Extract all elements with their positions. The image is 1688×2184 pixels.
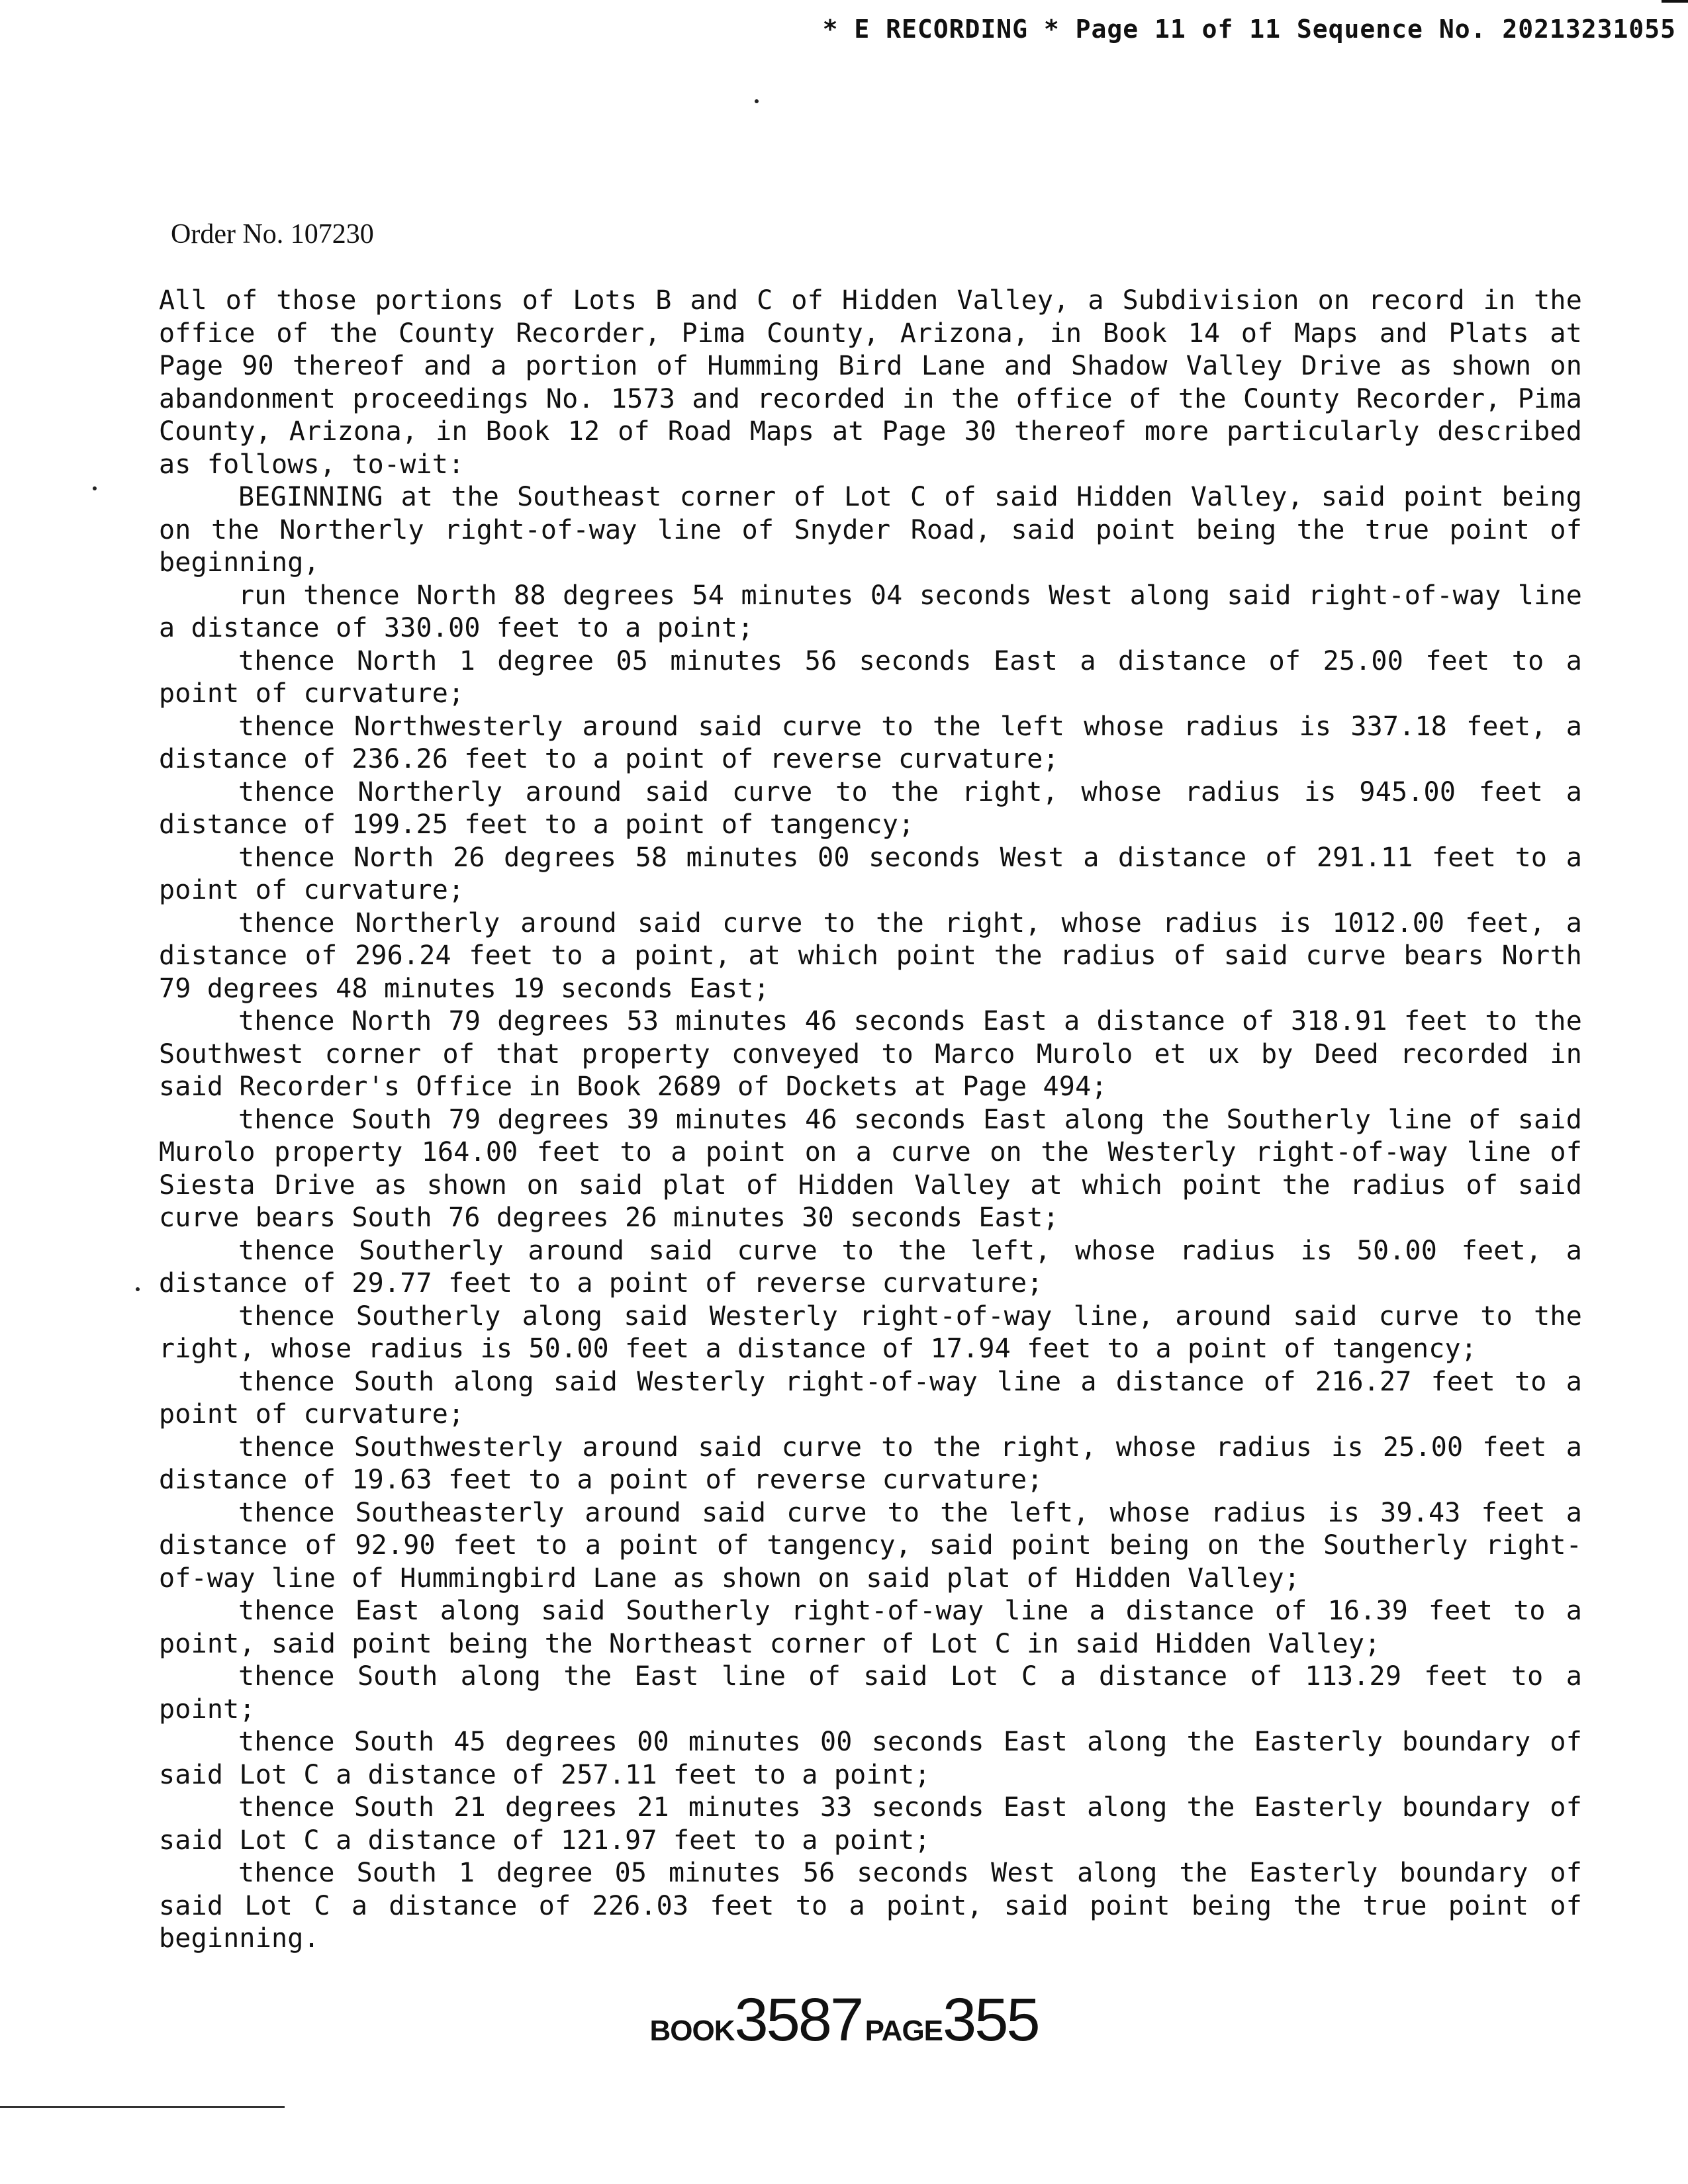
bottom-rule — [0, 2106, 285, 2108]
course-paragraph: thence South 21 degrees 21 minutes 33 seconds East along the Easterly boundary of said Lot C a distance of 121.97 feet to a point; — [159, 1792, 1582, 1856]
course-paragraph: thence South 45 degrees 00 minutes 00 seconds East along the Easterly boundary of said Lot C a distance of 257.11 feet to a point; — [159, 1727, 1582, 1790]
book-label: BOOK — [649, 2015, 735, 2047]
course-paragraph: thence Southerly around said curve to the left, whose radius is 50.00 feet, a distance of 29.77 feet to a point of reverse curvature; — [159, 1235, 1582, 1298]
scan-speck — [136, 1287, 140, 1291]
order-number: Order No. 107230 — [171, 219, 374, 250]
page-number: 355 — [943, 1986, 1039, 2054]
course-paragraph: thence North 1 degree 05 minutes 56 seconds East a distance of 25.00 feet to a point of curvature; — [159, 645, 1582, 709]
scan-speck — [93, 486, 97, 490]
legal-description — [159, 285, 1582, 1956]
intro-paragraph: All of those portions of Lots B and C of Hidden Valley, a Subdivision on record in the office of the County Recorder, Pima County, Arizona, in Book 14 of Maps and Plats at Page 90 thereof and a portion of Humming Bird Lane and Shadow Valley Drive as shown on abandonment proceedings No. 1573 and recorded in the office of the County Recorder, Pima County, Arizona, in Book 12 of Road Maps at Page 30 thereof more particularly described as follows, to-wit: — [159, 285, 1582, 480]
course-paragraph: thence South 1 degree 05 minutes 56 seconds West along the Easterly boundary of said Lot C a distance of 226.03 feet to a point, said point being the true point of beginning. — [159, 1858, 1582, 1954]
course-paragraph: thence Southeasterly around said curve to the left, whose radius is 39.43 feet a distance of 92.90 feet to a point of tangency, said point being on the Southerly right-of-way line of Hummingbird Lane as shown on said plat of Hidden Valley; — [159, 1497, 1582, 1594]
course-paragraph: thence Northerly around said curve to the right, whose radius is 1012.00 feet, a distance of 296.24 feet to a point, at which point the radius of said curve bears North 79 degrees 48 minutes 19 seconds East; — [159, 907, 1582, 1004]
book-page-stamp — [0, 1985, 1688, 2055]
course-paragraph: thence South 79 degrees 39 minutes 46 seconds East along the Southerly line of said Murolo property 164.00 feet to a point on a curve on the Westerly right-of-way line of Siesta Drive as shown on said plat of Hidden Valley at which point the radius of said curve bears South 76 degrees 26 minutes 30 seconds East; — [159, 1104, 1582, 1233]
course-paragraph: run thence North 88 degrees 54 minutes 04 seconds West along said right-of-way line a distance of 330.00 feet to a point; — [159, 580, 1582, 643]
corner-mark — [1662, 0, 1688, 3]
course-paragraph: thence Southerly along said Westerly right-of-way line, around said curve to the right, whose radius is 50.00 feet a distance of 17.94 feet to a point of tangency; — [159, 1300, 1582, 1364]
course-paragraph: thence Southwesterly around said curve to the right, whose radius is 25.00 feet a distance of 19.63 feet to a point of reverse curvature; — [159, 1432, 1582, 1495]
course-paragraph: thence East along said Southerly right-of-way line a distance of 16.39 feet to a point, said point being the Northeast corner of Lot C in said Hidden Valley; — [159, 1596, 1582, 1659]
page-label: PAGE — [865, 2015, 943, 2047]
course-paragraph: thence South along said Westerly right-of-way line a distance of 216.27 feet to a point of curvature; — [159, 1366, 1582, 1430]
scan-speck — [755, 99, 759, 103]
course-paragraph: thence Northerly around said curve to the right, whose radius is 945.00 feet a distance of 199.25 feet to a point of tangency; — [159, 776, 1582, 840]
course-paragraph: BEGINNING at the Southeast corner of Lot C of said Hidden Valley, said point being on the Northerly right-of-way line of Snyder Road, said point being the true point of beginning, — [159, 482, 1582, 578]
course-paragraph: thence Northwesterly around said curve to the left whose radius is 337.18 feet, a distance of 236.26 feet to a point of reverse curvature; — [159, 711, 1582, 774]
book-number: 3587 — [734, 1986, 863, 2054]
course-paragraph: thence North 79 degrees 53 minutes 46 seconds East a distance of 318.91 feet to the Southwest corner of that property conveyed to Marco Murolo et ux by Deed recorded in said Recorder's Office in Book 2689 of Dockets at Page 494; — [159, 1006, 1582, 1102]
recording-header: * E RECORDING * Page 11 of 11 Sequence No. 20213231055 — [822, 15, 1676, 44]
course-paragraph: thence South along the East line of said Lot C a distance of 113.29 feet to a point; — [159, 1661, 1582, 1725]
course-paragraph: thence North 26 degrees 58 minutes 00 seconds West a distance of 291.11 feet to a point of curvature; — [159, 842, 1582, 905]
